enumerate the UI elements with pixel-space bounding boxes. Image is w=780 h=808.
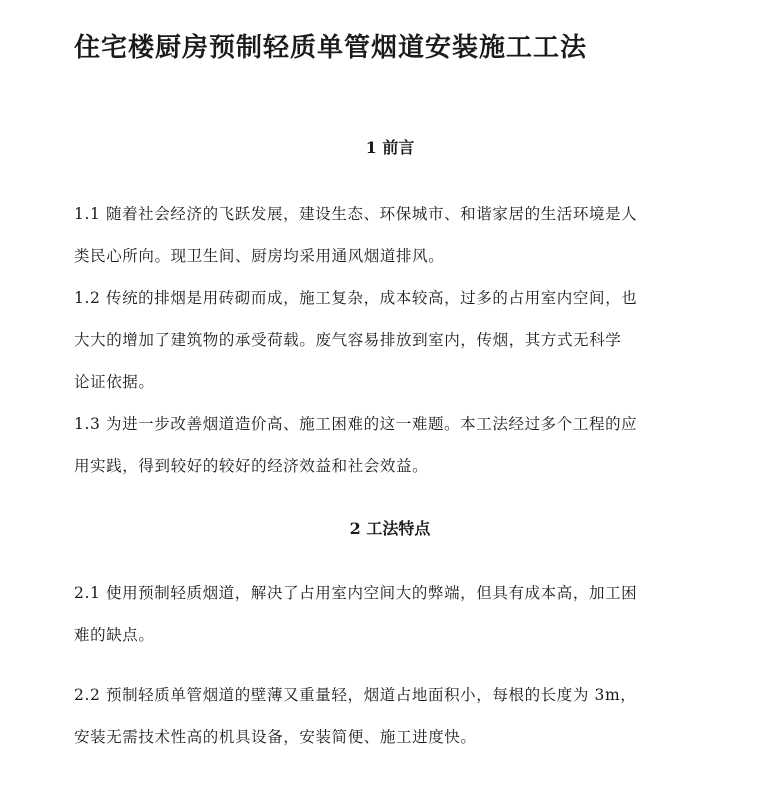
paragraph-1-1 [74, 193, 722, 277]
section-heading-preface: 1 前言 [365, 138, 415, 157]
paragraph-line: 大大的增加了建筑物的承受荷载。废气容易排放到室内，传烟，其方式无科学 [74, 331, 622, 349]
paragraph-1-3 [74, 403, 722, 487]
paragraph-line: 2.2 预制轻质单管烟道的壁薄又重量轻，烟道占地面积小，每根的长度为 3m， [74, 686, 637, 704]
paragraph-line: 2.1 使用预制轻质烟道，解决了占用室内空间大的弊端，但具有成本高，加工困 [74, 584, 638, 602]
paragraph-line: 论证依据。 [74, 373, 155, 391]
paragraph-line: 1.3 为进一步改善烟道造价高、施工困难的这一难题。本工法经过多个工程的应 [74, 415, 638, 433]
paragraph-line: 类民心所向。现卫生间、厨房均采用通风烟道排风。 [74, 247, 445, 265]
document-title: 住宅楼厨房预制轻质单管烟道安装施工工法 [74, 33, 588, 63]
paragraph-line: 安装无需技术性高的机具设备，安装简便、施工进度快。 [74, 728, 477, 746]
paragraph-line: 1.2 传统的排烟是用砖砌而成，施工复杂，成本较高，过多的占用室内空间，也 [74, 289, 638, 307]
paragraph-2-2 [74, 674, 722, 758]
paragraph-line: 难的缺点。 [74, 626, 155, 644]
paragraph-line: 用实践，得到较好的较好的经济效益和社会效益。 [74, 457, 429, 475]
paragraph-1-2 [74, 277, 722, 403]
section-heading-features: 2 工法特点 [349, 519, 431, 538]
paragraph-2-1 [74, 572, 722, 656]
paragraph-line: 1.1 随着社会经济的飞跃发展，建设生态、环保城市、和谐家居的生活环境是人 [74, 205, 638, 223]
